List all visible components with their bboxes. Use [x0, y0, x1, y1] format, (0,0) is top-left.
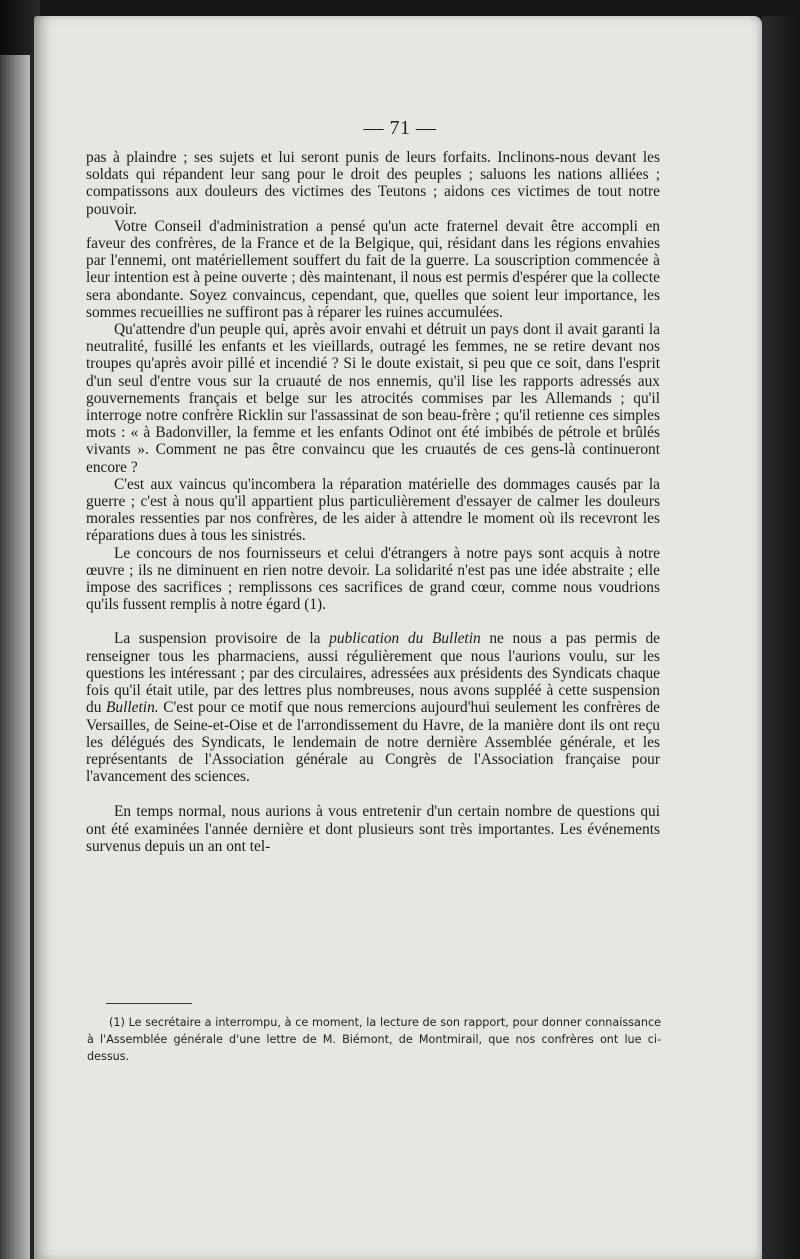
paragraph-6-text-b: ne nous a pas permis de renseigner tous les pharmaciens, aussi régulièrement que nous l'aurions voulu, sur les questions les intéressant ; par des circulaires, adressées aux présidents des Syndicats chaque fois qu'il était utile, par des lettres plus nombreuses, nous avons suppléé à cette suspension du [86, 630, 660, 717]
paragraph-2: Votre Conseil d'administration a pensé qu'un acte fraternel devait être accompli en faveur des confrères, de la France et de la Belgique, qui, résidant dans les régions envahies par l'ennemi, ont matériellement souffert du fait de la guerre. La souscription commencée à leur intention est à peine ouverte ; dès maintenant, il nous est permis d'espérer que la collecte sera abondante. Soyez convaincus, cependant, que, quelles que soient leur importance, les sommes recueillies ne suffiront pas à réparer les ruines accumulées. [86, 217, 660, 321]
paragraph-6-italic-a: publication du Bulletin [329, 630, 481, 648]
paragraph-6-text-a: La suspension provisoire de la [114, 630, 330, 648]
paragraph-5: Le concours de nos fournisseurs et celui d'étrangers à notre pays sont acquis à notre œuvre ; ils ne diminuent en rien notre devoir. La solidarité n'est pas une idée abstraite ; elle impose des sacrifices ; remplissons ces sacrifices de grand cœur, comme nous voudrions qu'ils fussent remplis à notre égard (1). [86, 544, 660, 614]
body-text [86, 149, 660, 855]
paragraph-6 [86, 630, 660, 785]
paragraph-4: C'est aux vaincus qu'incombera la réparation matérielle des dommages causés par la guerre ; c'est à nous qu'il appartient plus particulièrement d'essayer de calmer les douleurs morales ressenties par nos confrères, de les aider à attendre le moment où ils recevront les réparations dues à tous les sinistrés. [86, 475, 660, 545]
page-number: — 71 — [363, 117, 437, 139]
previous-page-edge [0, 55, 30, 1259]
footnote-rule [106, 1003, 192, 1004]
footnote-text: (1) Le secrétaire a interrompu, à ce moment, la lecture de son rapport, pour donner connaissance à l'Assemblée générale d'une lettre de M. Biémont, de Montmirail, que nos confrères ont lue ci-dessus. [87, 1016, 661, 1064]
footnote [87, 1014, 661, 1066]
paragraph-7: En temps normal, nous aurions à vous entretenir d'un certain nombre de questions qui ont été examinées l'année dernière et dont plusieurs sont très importantes. Les événements survenus depuis un an ont tel- [86, 803, 660, 855]
paragraph-3: Qu'attendre d'un peuple qui, après avoir envahi et détruit un pays dont il avait garanti la neutralité, fusillé les enfants et les vieillards, outragé les femmes, ne se retire devant nos troupes qu'après avoir pillé et incendié ? Si le doute existait, si peu que ce soit, dans l'esprit d'un seul d'entre vous sur la cruauté de nos ennemis, qu'il lise les rapports adressés aux gouvernements français et belge sur les atrocités commises par les Allemands ; qu'il interroge notre confrère Ricklin sur l'assassinat de son beau-frère ; qu'il retienne ces simples mots : « à Badonviller, la femme et les enfants Odinot ont été imbibés de pétrole et brûlés vivants ». Comment ne pas être convaincu que les cruautés de ces gens-là continueront encore ? [86, 321, 660, 476]
paragraph-6-text-c: C'est pour ce motif que nous remercions aujourd'hui seulement les confrères de Versailles, de Seine-et-Oise et de l'arrondissement du Havre, de la manière dont ils ont reçu les délégués des Syndicats, le lendemain de notre dernière Assemblée générale, et les représentants de l'Association générale au Congrès de l'Association française pour l'avancement des sciences. [86, 699, 660, 786]
paragraph-6-italic-b: Bulletin. [106, 699, 159, 717]
scan-right-edge [762, 16, 800, 1259]
paragraph-1: pas à plaindre ; ses sujets et lui seront punis de leurs forfaits. Inclinons-nous devant les soldats qui répandent leur sang pour le droit des peuples ; saluons les nations alliées ; compatissons aux douleurs des victimes des Teutons ; aidons ces victimes de tout notre pouvoir. [86, 149, 660, 218]
